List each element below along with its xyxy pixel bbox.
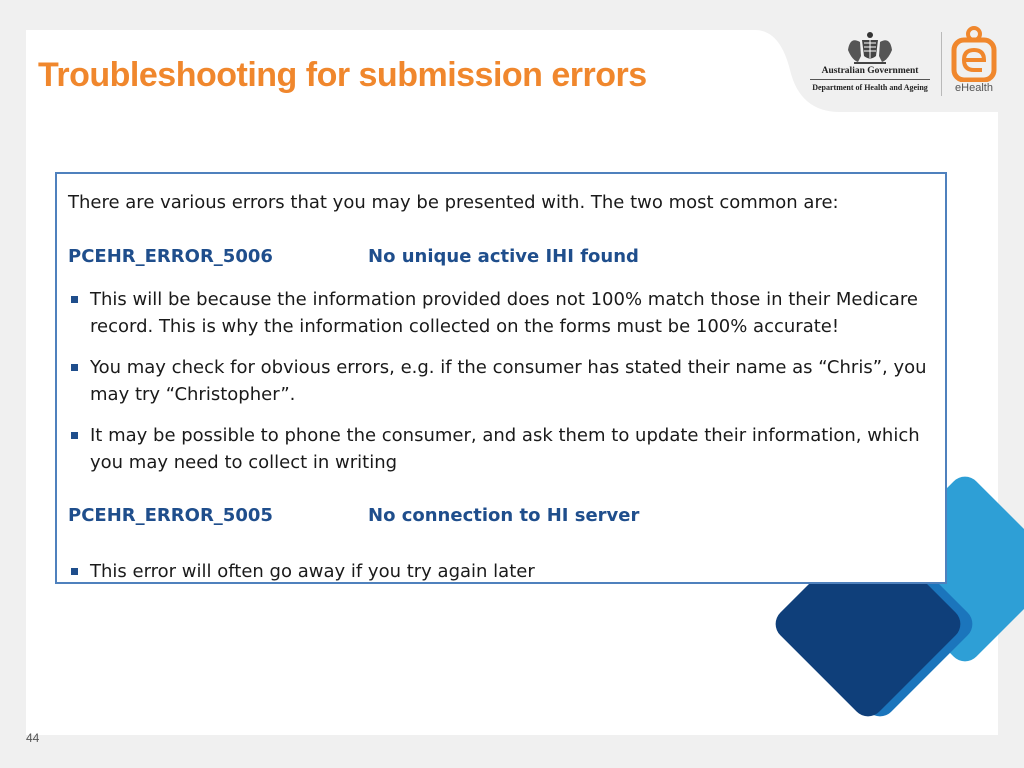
error-code: PCEHR_ERROR_5005: [68, 505, 273, 526]
ehealth-icon: [950, 26, 998, 82]
error-heading: [68, 244, 935, 270]
bullet-square-icon: [71, 432, 78, 439]
bullet-text: This will be because the information provided does not 100% match those in their Medicare record. This is why the information collected on the forms must be 100% accurate!: [90, 289, 918, 337]
logo-divider: [941, 32, 942, 96]
list-item: [68, 354, 935, 408]
ehealth-logo: [950, 26, 1006, 100]
slide-title: Troubleshooting for submission errors: [38, 56, 647, 94]
intro-text: There are various errors that you may be presented with. The two most common are:: [68, 192, 839, 213]
error-5006-bullet-list: [68, 286, 935, 476]
error-code: PCEHR_ERROR_5006: [68, 246, 273, 267]
bullet-text: It may be possible to phone the consumer, and ask them to update their information, which you may need to collect in writing: [90, 425, 920, 473]
government-logo-rule: [810, 79, 930, 80]
error-description: No connection to HI server: [368, 505, 640, 526]
bullet-text: You may check for obvious errors, e.g. if the consumer has stated their name as “Chris”, you may try “Christopher”.: [90, 357, 927, 405]
bullet-text: This error will often go away if you try again later: [90, 561, 535, 582]
error-heading: [68, 503, 935, 529]
list-item: [68, 286, 935, 340]
content-box: [55, 172, 947, 584]
bullet-square-icon: [71, 296, 78, 303]
error-5005-bullet-list: [68, 558, 935, 585]
coat-of-arms-icon: [840, 30, 900, 66]
government-name: Australian Government: [821, 66, 919, 76]
page-number: 44: [26, 731, 40, 745]
department-name: Department of Health and Ageing: [812, 83, 928, 92]
bullet-square-icon: [71, 568, 78, 575]
list-item: [68, 422, 935, 476]
ehealth-label: eHealth: [955, 82, 993, 94]
list-item: [68, 558, 935, 585]
australian-government-logo: [806, 30, 934, 100]
error-description: No unique active IHI found: [368, 246, 639, 267]
bullet-square-icon: [71, 364, 78, 371]
